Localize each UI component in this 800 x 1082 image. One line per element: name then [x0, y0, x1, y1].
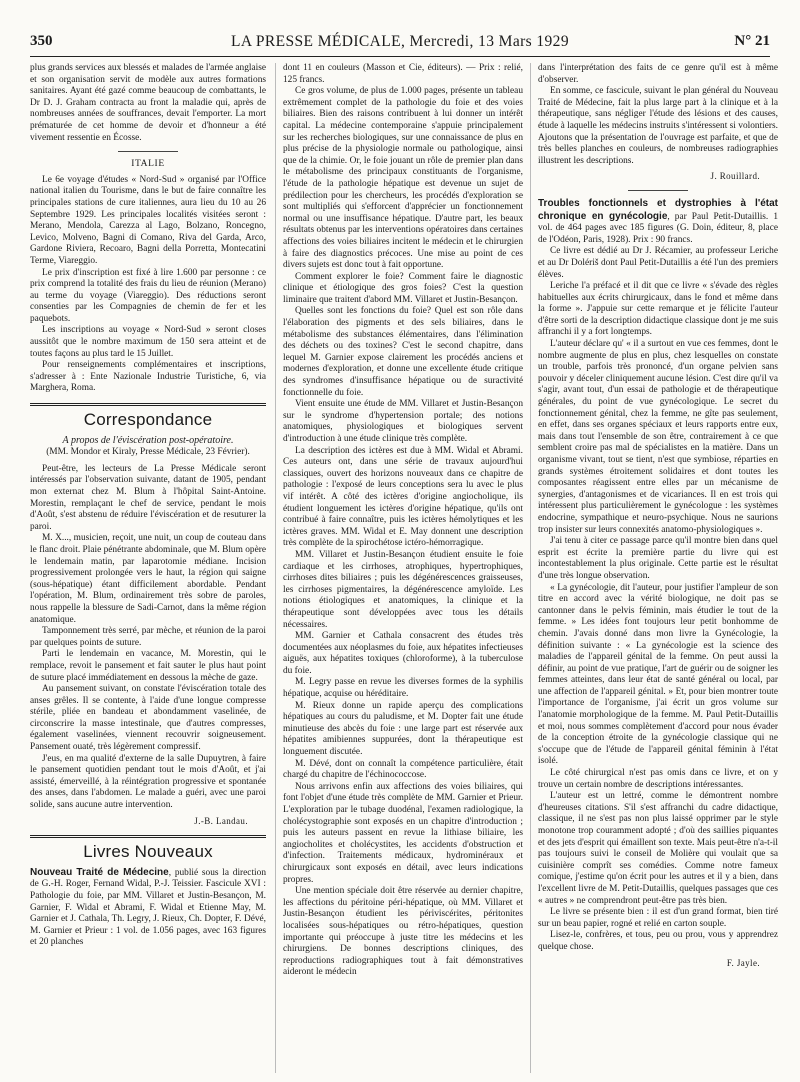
- review-paragraph: Ce livre est dédié au Dr J. Récamier, au professeur Leriche et au Dr Dolériš dont Paul Petit-Dutaillis a été l'un des premiers élèves.: [538, 246, 778, 280]
- book-details-continued: dont 11 en couleurs (Masson et Cie, éditeurs). — Prix : relié, 125 francs.: [283, 63, 523, 85]
- livres-nouveaux-heading: Livres Nouveaux: [83, 842, 213, 862]
- correspondance-reference: (MM. Mondor et Kiraly, Presse Médicale, 23 Février).: [46, 447, 250, 458]
- column-middle: [283, 63, 523, 979]
- review-paragraph: Le côté chirurgical n'est pas omis dans ce livre, et on y trouve un certain nombre de descriptions intéressantes.: [538, 768, 778, 790]
- page-header: [30, 33, 770, 55]
- review-paragraph: Le livre se présente bien : il est d'un grand format, bien tiré sur un beau papier, rogné et relié en carton souple.: [538, 907, 778, 929]
- italie-paragraph: Le prix d'inscription est fixé à lire 1.600 par personne : ce prix comprend la totalité des frais du lieu de réunion (Merano) au terme du voyage (Viareggio). Des réductions seront consenties par les Compagnies de chemin de fer et les paquebots.: [30, 267, 266, 324]
- review-paragraph: L'auteur déclare qu' « il a surtout en vue ces femmes, dont le nombre augmente de plus en plus, chez lesquelles on constate un trouble, parfois très prononcé, d'un organe pelvien sans pouvoir y déceler cliniquement aucune lésion. C'est dire qu'il va s'agir, avant tout, d'un essai de pathologie et de thérapeutique générales, du point de vue gynécologique. Le secret du fonctionnement génital, chez la femme, ne gîte pas seulement, en effet, dans ses organes spéciaux et leurs rapports entre eux, mais dans tout l'ensemble de son être, contrairement à ce que semblent croire pas mal de spécialistes en la matière. Dans un organisme vivant, tout se tient, n'est que symbiose, réparties en grands systèmes étroitement solidaires et dont toutes les composantes réagissent entre elles par un mécanisme de synergies, d'antagonismes et de vicariances. Il en est trois qui intéressent plus particulièrement le gynécologue : les systèmes endocrine, sympathique et neuro-psychique. Nous ne saurions trop insister sur leurs connexités anatomo-physiologiques ».: [538, 339, 778, 535]
- review-paragraph: En somme, ce fascicule, suivant le plan général du Nouveau Traité de Médecine, fait la plus large part à la clinique et à la thérapeutique, sans négliger l'étude des lésions et des causes, étude à laquelle les médecins instruits s'intéressent si volontiers. Ajoutons que la présentation de l'ouvrage est parfaite, et que de très belles planches en couleurs, de nombreuses radiographies illustrent les descriptions.: [538, 86, 778, 166]
- book-title: Nouveau Traité de Médecine: [30, 866, 169, 878]
- correspondance-article-title: A propos de l'éviscération post-opératoire.: [62, 434, 234, 446]
- book-title: Troubles fonctionnels et dystrophies à l'état chronique en gynécologie: [538, 197, 778, 222]
- italie-paragraph: Le 6e voyage d'études « Nord-Sud » organisé par l'Office national italien du Tourisme, dans le but de faire connaître les principales stations de cure italiennes, aura lieu du 10 au 26 Septembre 1929. Les principales localités visitées seront : Merano, Mendola, Carezza al Lago, Bolzano, Roncegno, Levico, Molveno, Bagni di Comano, Riva del Garda, Arco, Gardone Riviera, Recoaro, Bagni della Porretta, Montecatini Terme, Viareggio.: [30, 174, 266, 266]
- separator: [628, 190, 688, 191]
- correspondance-paragraph: Parti le lendemain en vacance, M. Morestin, qui le remplace, revoit le pansement et fait sauter le plus haut point de suture placé immédiatement en dessous la mèche de gaze.: [30, 649, 266, 683]
- review-paragraph: J'ai tenu à citer ce passage parce qu'il montre bien dans quel esprit est écrite la première partie du livre qui est incontestablement la plus originale. Cette partie est le résultat d'une très longue observation.: [538, 536, 778, 581]
- review-paragraph: M. Rieux donne un rapide aperçu des complications hépatiques au cours du paludisme, et M. Dopter fait une étude minutieuse des abcès du foie : une large part est réservée aux hépatites amibiennes suppurées, dont la thérapeutique est longuement discutée.: [283, 700, 523, 758]
- header-rule: [30, 56, 770, 57]
- italie-heading: ITALIE: [131, 159, 165, 170]
- correspondance-paragraph: J'eus, en ma qualité d'externe de la salle Dupuytren, à faire le pansement quotidien pendant tout le mois d'Août, et j'ai assisté, émerveillé, à la réintégration progressive et spontanée des anses, dans l'abdomen. Le malade a guéri, avec une paroi solide, sans aucune autre intervention.: [30, 753, 266, 811]
- correspondance-paragraph: Au pansement suivant, on constate l'éviscération totale des anses grêles. Il se contente, à l'aide d'une longue compresse stérile, pliée en bandeau et abondamment vaselinée, de circonscrire la masse intestinale, que d'autres compresses, également vaselinées, viennent recouvrir soigneusement. Pansement ouaté, très légèrement compressif.: [30, 684, 266, 753]
- column-divider: [275, 63, 276, 1073]
- book-review-entry: [30, 867, 266, 949]
- correspondance-paragraph: Tamponnement très serré, par mèche, et réunion de la paroi par quelques points de suture.: [30, 626, 266, 648]
- review-paragraph: La description des ictères est due à MM. Widal et Abrami. Ces auteurs ont, dans une série de travaux aujourd'hui classiques, ouvert des horizons nouveaux dans ce chapitre de pathologie : l'exposé de leurs conceptions sera lu avec le plus vif intérêt. A côté des ictères d'origine angiocholique, ils étudient longuement les ictères d'origine hépatique, qu'ils ont contribué à faire connaître, puis les ictères hémolytiques et les ictères graves. MM. Widal et E. May donnent une description très complète de la spirochétose ictéro-hémorragique.: [283, 445, 523, 549]
- page-number: 350: [30, 33, 53, 49]
- correspondance-paragraph: Peut-être, les lecteurs de La Presse Médicale seront intéressés par l'observation suivante, datant de 1905, pendant mon externat chez M. Blum à l'hôpital Saint-Antoine. Morestin, remplaçant le chef de service, pendant le mois d'Août, s'est abstenu de réduire l'éviscération et de resuturer la paroi.: [30, 463, 266, 532]
- review-paragraph: M. Dévé, dont on connaît la compétence particulière, était chargé du chapitre de l'échinococcose.: [283, 758, 523, 781]
- italie-paragraph: Pour renseignements complémentaires et inscriptions, s'adresser à : Ente Nazionale Industrie Turistiche, 6, via Marghera, Roma.: [30, 360, 266, 394]
- column-right: [538, 63, 778, 969]
- obituary-end-paragraph: plus grands services aux blessés et malades de l'armée anglaise et son organisation servit de modèle aux autres formations sanitaires. Ayant été gazé comme beaucoup de combattants, le Dr D. J. Graham contracta au front la maladie qui, après de nombreuses années de souffrances, devait l'emporter. La mort prématurée de cet homme de devoir et d'honneur a été vivement ressentie en Écosse.: [30, 63, 266, 143]
- review-paragraph: Nous arrivons enfin aux affections des voies biliaires, qui font l'objet d'une étude très complète de MM. Garnier et Prieur. L'exploration par le tubage duodénal, l'examen radiologique, la cholécystographie sont exposés en un chapitre d'introduction ; puis les auteurs passent en revue la lithiase biliaire, les angiocholites et cholécystites, les accidents d'obstruction et d'infection. Traitements médicaux, hydrominéraux et chirurgicaux sont exposés en détail, avec leurs indications propres.: [283, 781, 523, 885]
- review-paragraph: Vient ensuite une étude de MM. Villaret et Justin-Besançon sur le syndrome d'hypertension portale; des notions anatomiques, physiologiques et biologiques servent d'introduction à une étude clinique très complète.: [283, 399, 523, 444]
- issue-number: N° 21: [734, 33, 770, 49]
- review-paragraph: Leriche l'a préfacé et il dit que ce livre « s'évade des règles habituelles aux écrits chirurgicaux, dans le fond et même dans la forme ». J'appuie sur cette remarque et je félicite l'auteur d'être sorti de la description didactique classique dont je me suis affranchi il y a fort longtemps.: [538, 281, 778, 338]
- review-paragraph: Ce gros volume, de plus de 1.000 pages, présente un tableau extrêmement complet de la pathologie du foie et des voies biliaires. Bien des raisons contribuent à lui donner un intérêt capital. La médecine contemporaine s'appuie principalement sur les recherches biologiques, sur une connaissance de plus en plus précise de la physiologie normale ou pathologique, ainsi que de la chimie. Or, le foie jouant un rôle de premier plan dans le métabolisme des principaux constituants de l'organisme, l'étude de la pathologie hépatique est devenue un sujet de prédilection pour les chercheurs, les procédés d'exploration se sont multipliés qui s'efforcent d'apprécier un fonctionnement normal ou une insuffisance hépatique. D'autre part, les beaux résultats obtenus par les interventions opératoires dans certaines affections des voies biliaires incitent le médecin et le chirurgien à faire des diagnostics précoces. Une mise au point de ces divers sujets est donc tout à fait opportune.: [283, 86, 523, 271]
- review-paragraph: M. Legry passe en revue les diverses formes de la syphilis hépatique, acquise ou héréditaire.: [283, 677, 523, 700]
- correspondance-paragraph: M. X..., musicien, reçoit, une nuit, un coup de couteau dans le flanc droit. Plaie pénétrante abdominale, que M. Blum opère le lendemain matin, par laparotomie médiane. Incision progressivement prolongée vers le haut, la région qui saigne (sous-hépatique) étant difficilement abordable. Pendant l'opération, M. Blum, ordinairement très sobre de paroles, nous rappelle la blessure de Sadi-Carnot, dans la même région anatomique.: [30, 533, 266, 625]
- review-paragraph: dans l'interprétation des faits de ce genre qu'il est à même d'observer.: [538, 63, 778, 85]
- italie-paragraph: Les inscriptions au voyage « Nord-Sud » seront closes aussitôt que le nombre maximum de 150 sera atteint et de toutes façons au plus tard le 15 Juillet.: [30, 325, 266, 359]
- review-paragraph: MM. Villaret et Justin-Besançon étudient ensuite le foie cardiaque et les cirrhoses, atrophiques, hypertrophiques, cirrhoses dites biliaires ; puis les dégénérescences graisseuses, les cirrhoses pigmentaires, la dégénérescence amyloïde. Les notions étiologiques et anatomiques, la clinique et la thérapeutique sont développées avec tous les détails nécessaires.: [283, 549, 523, 630]
- section-rule: [30, 835, 266, 838]
- correspondance-heading: Correspondance: [83, 410, 213, 430]
- separator: [118, 151, 178, 152]
- review-paragraph: MM. Garnier et Cathala consacrent des études très documentées aux néoplasmes du foie, aux hépatites infectieuses aiguës, aux hépatites toxiques (chloroforme), à la tuberculose du foie.: [283, 631, 523, 676]
- journal-title: LA PRESSE MÉDICALE, Mercredi, 13 Mars 1929: [231, 33, 569, 50]
- review-signature: J. Rouillard.: [710, 171, 760, 182]
- correspondance-signature: J.-B. Landau.: [194, 815, 248, 826]
- book-details: , par Paul Petit-Dutaillis. 1 vol. de 464 pages avec 185 figures (G. Doin, éditeur, 8, place de l'Odéon, Paris, 1928). Prix : 90 francs.: [538, 211, 779, 245]
- book-details: , publié sous la direction de G.-H. Roger, Fernand Widal, P.-J. Teissier. Fascicule XVI : Pathologie du foie, par MM. Villaret et Justin-Besançon, M. Garnier, F. Widal et Abrami, F. Widal et Etienne May, M. Garnier et J. Cathala, Th. Legry, J. Rieux, Ch. Dopter, F. Dévé, M. Garnier et Prieur : 1 vol. de 1.056 pages, avec 163 figures et 20 planches: [30, 867, 266, 948]
- review-paragraph: Quelles sont les fonctions du foie? Quel est son rôle dans l'élaboration des pigments et des sels biliaires, dans le métabolisme des substances élémentaires, dans l'élimination des déchets ou des toxines? C'est le second chapitre, dans lequel M. Garnier expose clairement les procédés anciens et modernes d'exploration, et donne une excellente étude critique des syndromes d'insuffisance hépatique ou de suractivité fonctionnelle du foie.: [283, 306, 523, 398]
- column-left: [30, 63, 266, 949]
- column-divider: [530, 63, 531, 1073]
- section-rule: [30, 403, 266, 406]
- review-signature: F. Jayle.: [726, 957, 760, 968]
- review-paragraph: Lisez-le, confrères, et tous, peu ou prou, vous y apprendrez quelque chose.: [538, 930, 778, 952]
- review-paragraph: « La gynécologie, dit l'auteur, pour justifier l'ampleur de son titre en accord avec la vérité biologique, ne doit pas se cantonner dans le pelvis féminin, mais étudier le tout de la femme. » Les idées font toujours leur petit bonhomme de chemin. J'avais donné dans mon livre la Gynécologie, la définition suivante : « La gynécologie est la science des maladies de l'appareil génital de la femme. On peut aussi la définir, au point de vue pratique, l'art de guérir ou de soigner les femmes atteintes, dans leur état de santé général ou local, par une affection de l'appareil génital. » Et, pour bien montrer toute l'importance de l'organisme, j'ai écrit un gros volume sur l'anatomie morphologique de la femme. M. Paul Petit-Dutaillis et moi, nous sommes complètement d'accord pour nous évader de la conception étroite de la gynécologie classique qui ne s'occupe que de l'étude de l'appareil génital féminin à l'état isolé.: [538, 582, 778, 767]
- review-paragraph: Comment explorer le foie? Comment faire le diagnostic clinique et étiologique des gros foies? C'est la question liminaire que traitent d'abord MM. Villaret et Justin-Besançon.: [283, 271, 523, 305]
- book-review-entry: [538, 198, 778, 246]
- review-paragraph: Une mention spéciale doit être réservée au dernier chapitre, les affections du péritoine péri-hépatique, où MM. Villaret et Justin-Besançon étudient les périviscérites, péritonites localisées sous-hépatiques ou rétro-hépatiques, question importante qui préoccupe à juste titre les médecins et les chirurgiens. De bonnes descriptions cliniques, des reproductions radiographiques tout à fait démonstratives aideront le médecin: [283, 886, 523, 978]
- review-paragraph: L'auteur est un lettré, comme le démontrent nombre d'heureuses citations. S'il s'est affranchi du cadre didactique, classique, il ne s'est pas non plus laissé opprimer par le style monotone trop couramment adopté ; d'où des saillies piquantes et des jets d'esprit qui émaillent son texte. Mais peut-être n'a-t-il pas toujours suivi le conseil de Molière qui voulait que sa cuisinière comprît ses comédies. Comme notre fameux comique, j'estime qu'on écrit pour les autres et il y a bien, dans l'excellent livre de M. Petit-Dutaillis, quelques passages que ces « autres » ne comprendront peut-être pas très bien.: [538, 791, 778, 906]
